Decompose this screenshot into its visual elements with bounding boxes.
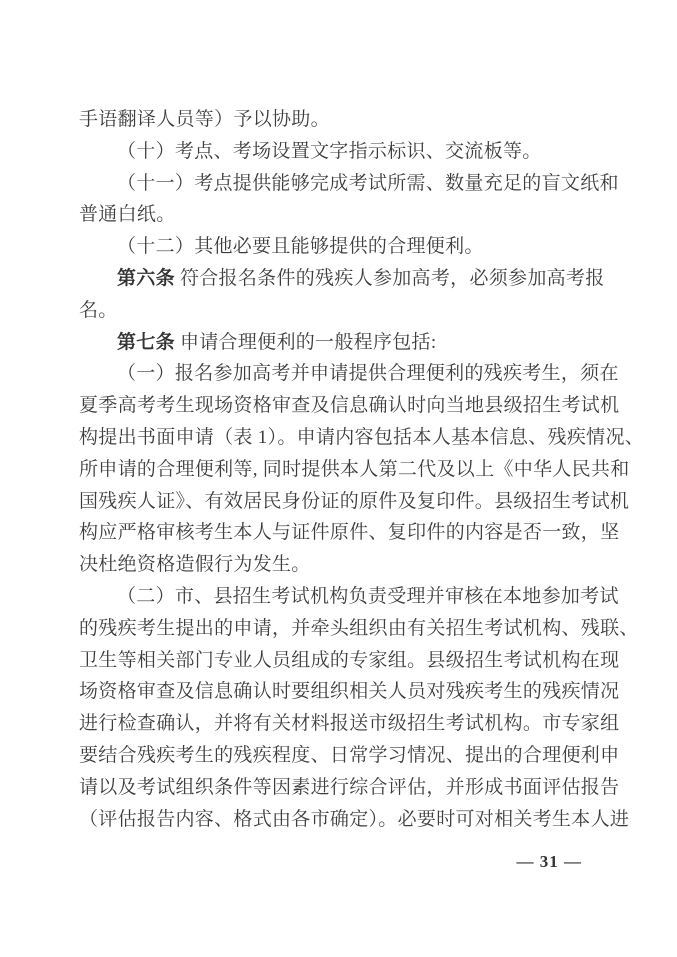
text-line xyxy=(79,517,620,549)
line-text: 的残疾考生提出的申请，并牵头组织由有关招生考试机构、残联、 xyxy=(79,617,639,639)
line-text: 卫生等相关部门专业人员组成的专家组。县级招生考试机构在现 xyxy=(79,649,620,671)
line-text: 要结合残疾考生的残疾程度、日常学习情况、提出的合理便利申 xyxy=(79,744,620,766)
line-text: （一）报名参加高考并申请提供合理便利的残疾考生，须在 xyxy=(117,363,619,385)
page-number: — 31 — xyxy=(516,852,582,872)
line-text: （评估报告内容、格式由各市确定）。必要时可对相关考生本人进 xyxy=(79,808,630,830)
text-line xyxy=(79,168,619,200)
text-line xyxy=(79,327,602,359)
line-text: 决杜绝资格造假行为发生。 xyxy=(79,554,311,576)
text-line xyxy=(79,199,602,231)
text-line xyxy=(79,486,630,518)
line-text: 进行检查确认，并将有关材料报送市级招生考试机构。市专家组 xyxy=(79,713,620,735)
text-line xyxy=(79,613,639,645)
text-line xyxy=(79,263,605,295)
line-text: 场资格审查及信息确认时要组织相关人员对残疾考生的残疾情况 xyxy=(79,681,620,703)
line-text: （十）考点、考场设置文字指示标识、交流板等。 xyxy=(117,140,542,162)
line-text: （十二）其他必要且能够提供的合理便利。 xyxy=(117,236,484,258)
line-text: 申请合理便利的一般程序包括: xyxy=(174,331,437,353)
line-text: 请以及考试组织条件等因素进行综合评估，并形成书面评估报告 xyxy=(79,776,620,798)
line-text: （十一）考点提供能够完成考试所需、数量充足的盲文纸和 xyxy=(117,172,619,194)
line-text: 夏季高考考生现场资格审查及信息确认时向当地县级招生考试机 xyxy=(79,395,620,417)
text-line xyxy=(79,549,602,581)
text-line xyxy=(79,422,645,454)
line-text: 符合报名条件的残疾人参加高考，必须参加高考报 xyxy=(174,267,605,289)
line-text: 构提出书面申请（表 1）。申请内容包括本人基本信息、残疾情况、 xyxy=(79,426,645,448)
text-line xyxy=(79,772,620,804)
document-body xyxy=(79,104,645,878)
text-line xyxy=(79,390,620,422)
line-text: 名。 xyxy=(79,299,118,321)
line-text: 普通白纸。 xyxy=(79,204,176,226)
text-line xyxy=(79,136,602,168)
text-line xyxy=(79,708,620,740)
line-text: 国残疾人证》、有效居民身份证的原件及复印件。县级招生考试机 xyxy=(79,490,630,512)
line-text: （二）市、县招生考试机构负责受理并审核在本地参加考试 xyxy=(117,585,619,607)
text-line xyxy=(79,740,620,772)
text-line xyxy=(79,454,630,486)
text-line xyxy=(79,676,620,708)
line-text: 所申请的合理便利等, 同时提供本人第二代及以上《中华人民共和 xyxy=(79,458,630,480)
clause-7-title: 第七条 xyxy=(117,331,175,353)
line-text: 构应严格审核考生本人与证件原件、复印件的内容是否一致，坚 xyxy=(79,522,620,544)
text-line xyxy=(79,804,630,836)
clause-6-title: 第六条 xyxy=(117,267,175,289)
text-line xyxy=(79,358,619,390)
line-text: 手语翻译人员等）予以协助。 xyxy=(79,109,330,130)
text-line xyxy=(79,581,619,613)
text-line xyxy=(79,231,602,263)
text-line xyxy=(79,645,620,677)
text-line xyxy=(79,104,602,136)
text-line xyxy=(79,295,602,327)
